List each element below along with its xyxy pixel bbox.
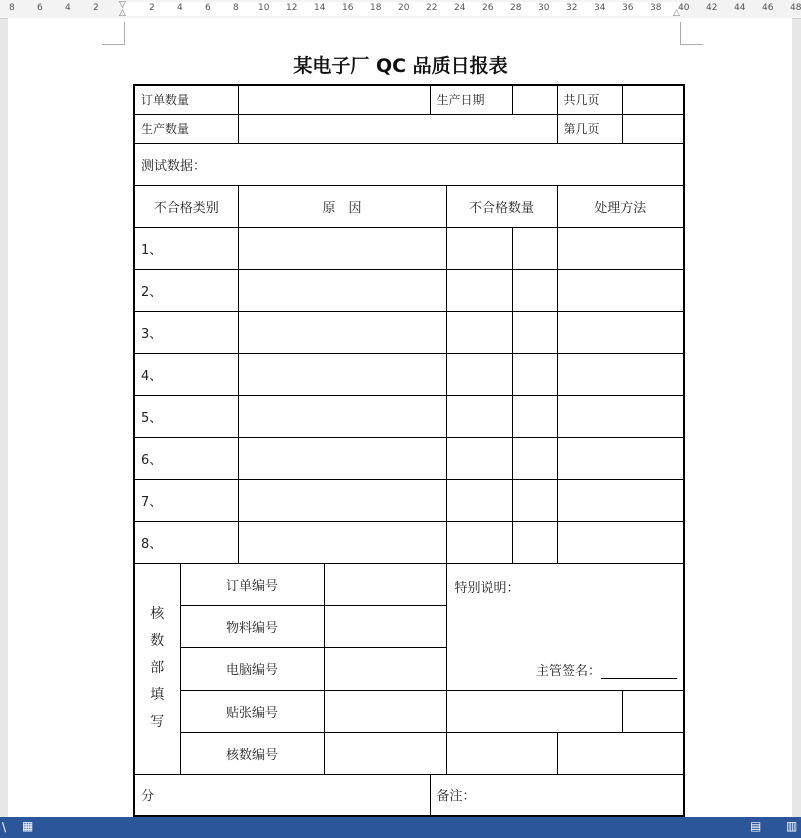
ruler-number: 14 — [314, 3, 326, 13]
right-indent-marker[interactable]: △ — [673, 8, 680, 18]
ruler-number: 48 — [790, 3, 801, 13]
column-header-category: 不合格类别 — [134, 185, 238, 227]
verify-section-label — [134, 563, 180, 774]
ruler-number: 16 — [342, 3, 354, 13]
reason-cell[interactable] — [238, 479, 446, 521]
handling-cell[interactable] — [557, 227, 684, 269]
verify-item-label: 物料编号 — [180, 605, 324, 647]
supervisor-sign-area[interactable] — [536, 660, 677, 679]
column-header-defect-qty: 不合格数量 — [446, 185, 557, 227]
reason-cell[interactable] — [238, 395, 446, 437]
defect-row-number: 7、 — [134, 479, 238, 521]
qc-report-table — [133, 84, 685, 817]
defect-qty-sub-cell[interactable] — [512, 269, 557, 311]
signature-line[interactable] — [601, 664, 677, 679]
defect-qty-cell[interactable] — [446, 269, 512, 311]
ruler-number: 20 — [398, 3, 410, 13]
ruler-number: 10 — [258, 3, 270, 13]
special-note-cell[interactable] — [446, 563, 684, 690]
ruler-number: 8 — [9, 3, 15, 13]
verify-extra-cell[interactable] — [622, 690, 684, 732]
ruler-number: 22 — [426, 3, 438, 13]
ruler-number: 40 — [678, 3, 690, 13]
defect-qty-cell[interactable] — [446, 437, 512, 479]
handling-cell[interactable] — [557, 353, 684, 395]
ruler-number: 6 — [37, 3, 43, 13]
column-header-handling: 处理方法 — [557, 185, 684, 227]
verify-item-label: 订单编号 — [180, 563, 324, 605]
supervisor-sign-label: 主管签名： — [535, 663, 601, 679]
footer-left-cell[interactable]: 分 — [134, 774, 430, 816]
total-pages-value[interactable] — [622, 85, 684, 114]
ruler-number: 36 — [622, 3, 634, 13]
verify-label-char: 数 — [150, 633, 165, 649]
defect-qty-sub-cell[interactable] — [512, 227, 557, 269]
defect-qty-sub-cell[interactable] — [512, 437, 557, 479]
verify-label-char: 部 — [150, 660, 165, 676]
ruler-number: 46 — [762, 3, 774, 13]
reason-cell[interactable] — [238, 353, 446, 395]
defect-row-number: 2、 — [134, 269, 238, 311]
page-no-label: 第几页 — [557, 114, 622, 143]
verify-item-label: 核数编号 — [180, 732, 324, 774]
verify-item-value[interactable] — [324, 732, 446, 774]
defect-qty-cell[interactable] — [446, 311, 512, 353]
defect-qty-cell[interactable] — [446, 395, 512, 437]
defect-row-number: 1、 — [134, 227, 238, 269]
first-line-indent-marker[interactable]: ▽ — [119, 0, 126, 10]
horizontal-ruler — [0, 0, 801, 19]
reason-cell[interactable] — [238, 521, 446, 563]
margin-corner-mark — [680, 22, 703, 45]
handling-cell[interactable] — [557, 269, 684, 311]
total-pages-label: 共几页 — [557, 85, 622, 114]
defect-row-number: 3、 — [134, 311, 238, 353]
defect-qty-sub-cell[interactable] — [512, 353, 557, 395]
ruler-number: 4 — [177, 3, 183, 13]
defect-row-number: 4、 — [134, 353, 238, 395]
ruler-number: 32 — [566, 3, 578, 13]
column-header-reason: 原 因 — [238, 185, 446, 227]
ruler-number: 28 — [510, 3, 522, 13]
defect-qty-cell[interactable] — [446, 479, 512, 521]
ruler-number: 2 — [149, 3, 155, 13]
test-data-label[interactable]: 测试数据： — [134, 143, 684, 185]
defect-qty-cell[interactable] — [446, 521, 512, 563]
document-title[interactable]: 某电子厂 QC 品质日报表 — [293, 55, 508, 77]
order-qty-value[interactable] — [238, 85, 430, 114]
handling-cell[interactable] — [557, 395, 684, 437]
margin-corner-mark — [102, 22, 125, 45]
defect-qty-sub-cell[interactable] — [512, 395, 557, 437]
verify-label-char: 填 — [150, 687, 165, 703]
reason-cell[interactable] — [238, 437, 446, 479]
handling-cell[interactable] — [557, 479, 684, 521]
special-note-label: 特别说明： — [454, 580, 520, 596]
defect-qty-sub-cell[interactable] — [512, 521, 557, 563]
defect-row-number: 8、 — [134, 521, 238, 563]
verify-item-value[interactable] — [324, 648, 446, 690]
ruler-number: 2 — [93, 3, 99, 13]
ruler-number: 44 — [734, 3, 746, 13]
handling-cell[interactable] — [557, 521, 684, 563]
ruler-number: 24 — [454, 3, 466, 13]
macro-record-icon[interactable]: ▦ — [22, 819, 34, 833]
defect-row-number: 5、 — [134, 395, 238, 437]
ruler-number: 30 — [538, 3, 550, 13]
prod-qty-value[interactable] — [238, 114, 557, 143]
verify-item-value[interactable] — [324, 690, 446, 732]
reason-cell[interactable] — [238, 311, 446, 353]
prod-date-value[interactable] — [512, 85, 557, 114]
verify-item-value[interactable] — [324, 563, 446, 605]
remarks-cell[interactable]: 备注： — [430, 774, 684, 816]
left-indent-marker[interactable]: △ — [119, 8, 126, 18]
ruler-number: 26 — [482, 3, 494, 13]
ruler-number: 42 — [706, 3, 718, 13]
verify-extra-cell[interactable] — [446, 690, 622, 732]
verify-item-label: 电脑编号 — [180, 648, 324, 690]
print-layout-icon[interactable]: ▥ — [786, 819, 798, 833]
order-qty-label: 订单数量 — [134, 85, 238, 114]
reason-cell[interactable] — [238, 227, 446, 269]
defect-row-number: 6、 — [134, 437, 238, 479]
verify-extra-cell[interactable] — [557, 732, 684, 774]
status-left-glyph: \ — [2, 820, 7, 834]
verify-item-label: 贴张编号 — [180, 690, 324, 732]
handling-cell[interactable] — [557, 311, 684, 353]
prod-date-label: 生产日期 — [430, 85, 512, 114]
page-no-value[interactable] — [622, 114, 684, 143]
verify-extra-cell[interactable] — [446, 732, 557, 774]
handling-cell[interactable] — [557, 437, 684, 479]
ruler-number: 12 — [286, 3, 298, 13]
ruler-number: 38 — [650, 3, 662, 13]
ruler-number: 8 — [233, 3, 239, 13]
prod-qty-label: 生产数量 — [134, 114, 238, 143]
defect-qty-sub-cell[interactable] — [512, 479, 557, 521]
verify-label-char: 写 — [150, 714, 165, 730]
read-mode-icon[interactable]: ▤ — [750, 819, 762, 833]
ruler-number: 18 — [370, 3, 382, 13]
status-bar — [0, 817, 801, 838]
defect-qty-cell[interactable] — [446, 227, 512, 269]
ruler-number: 6 — [205, 3, 211, 13]
defect-qty-sub-cell[interactable] — [512, 311, 557, 353]
ruler-number: 4 — [65, 3, 71, 13]
defect-qty-cell[interactable] — [446, 353, 512, 395]
ruler-number: 34 — [594, 3, 606, 13]
verify-item-value[interactable] — [324, 605, 446, 647]
verify-label-char: 核 — [150, 606, 165, 622]
reason-cell[interactable] — [238, 269, 446, 311]
